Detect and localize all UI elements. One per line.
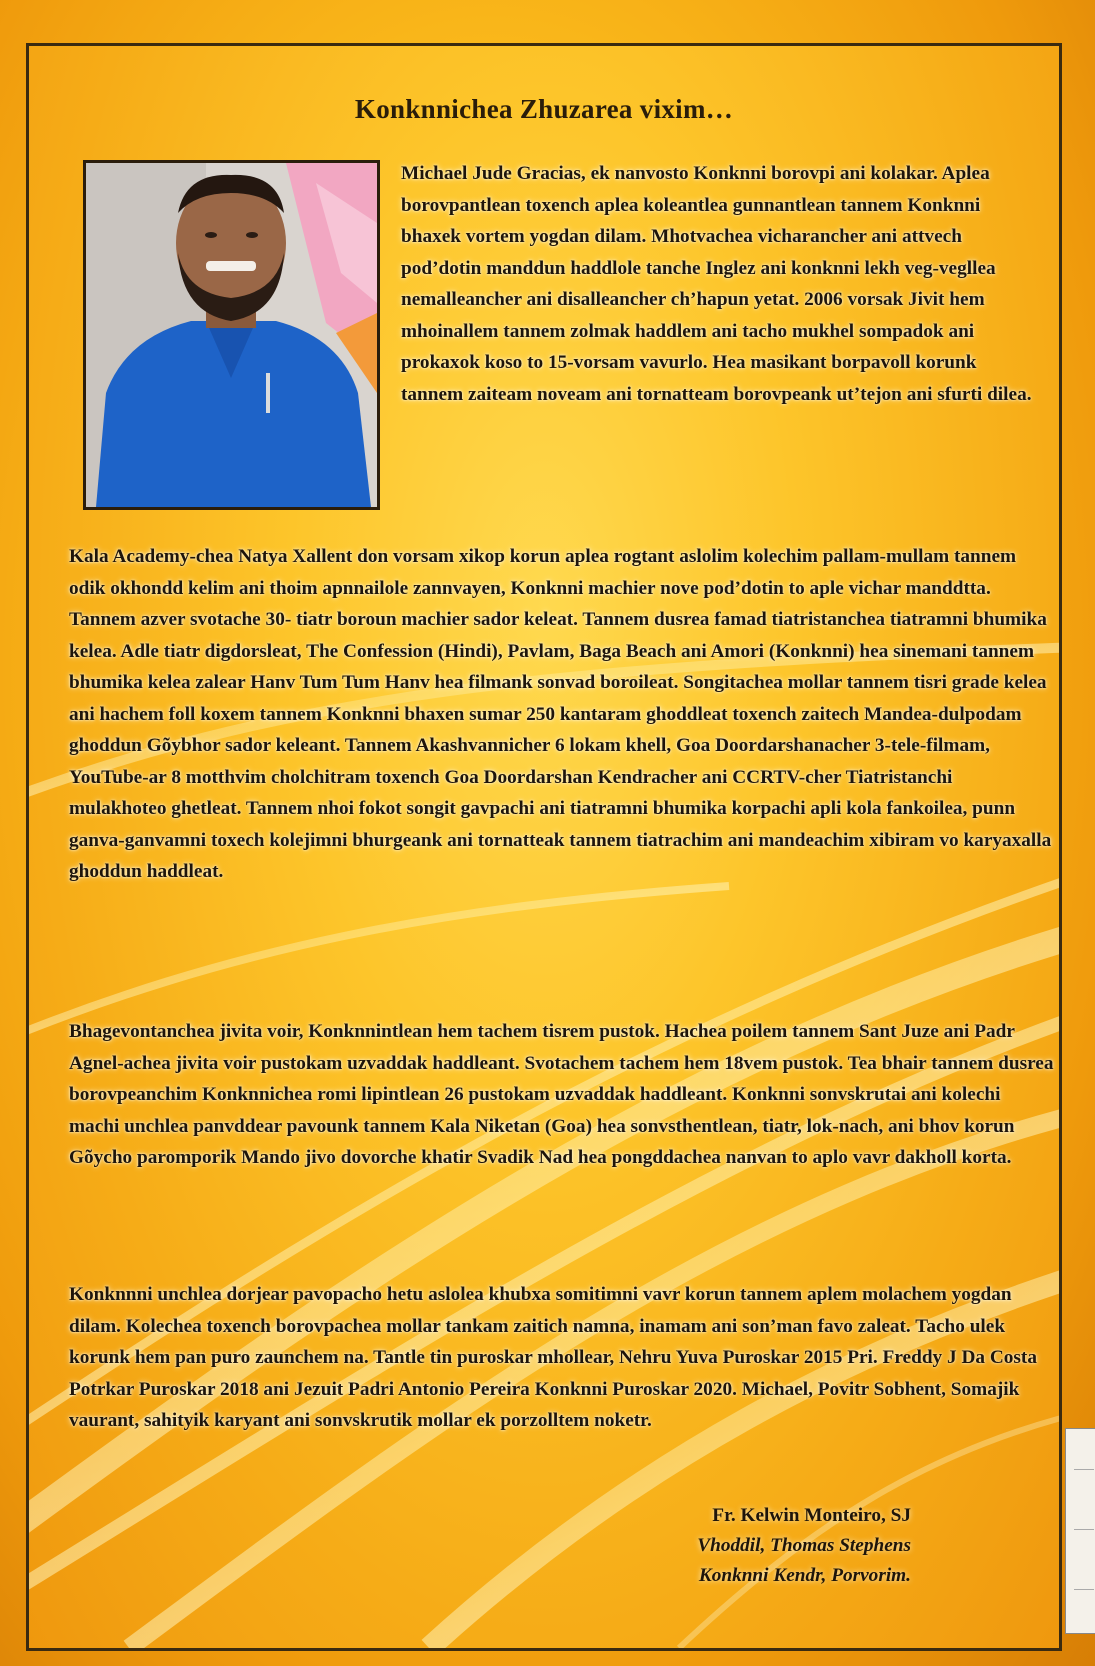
signature-role-line2: Konknni Kendr, Porvorim. xyxy=(698,1565,911,1586)
author-photo xyxy=(83,160,380,510)
signature-name: Fr. Kelwin Monteiro, SJ xyxy=(712,1505,911,1526)
page-heading: Konknnichea Zhuzarea vixim… xyxy=(354,94,734,124)
library-label-tab xyxy=(1065,1428,1095,1634)
body-paragraph-3: Konknnni unchlea dorjear pavopacho hetu aslolea khubxa somitimni vavr korun tannem aplem molachem yogdan dilam. Kolechea toxench borovpachea mollar tankam zaitich namna, inamam ani son’man favo zaleat. Tacho ulek korunk hem pan puro zaunchem na. Tantle tin puroskar mhollear, Nehru Yuva Puroskar 2015 Pri. Freddy J Da Costa Potrkar Puroskar 2018 ani Jezuit Padri Antonio Pereira Konknni Puroskar 2020. Michael, Povitr Sobhent, Somajik vaurant, sahityik karyant ani sonvskrutik mollar ek porzolltem noketr. xyxy=(69,1284,1037,1431)
label-line xyxy=(1074,1589,1094,1590)
body-paragraph-2: Bhagevontanchea jivita voir, Konknnintlean hem tachem tisrem pustok. Hachea poilem tannem Sant Juze ani Padr Agnel-achea jivita voir pustokam uzvaddak haddleant. Svotachem tachem hem 18vem pustok. Tea bhair tannem dusrea borovpeanchim Konknnichea romi lipintlean 26 pustokam uzvaddak haddleant. Konknni sonvskrutai ani kolechi machi unchlea panvddear pavounk tannem Kala Niketan (Goa) hea sonvsthentlean, tiatr, lok-nach, ani bhov korun Gõycho paromporik Mando jivo dovorche khatir Svadik Nad hea pongddachea nanvan to aplo vavr dakholl korta. xyxy=(69,1021,1054,1168)
label-line xyxy=(1074,1469,1094,1470)
intro-paragraph: Michael Jude Gracias, ek nanvosto Konknni borovpi ani kolakar. Aplea borovpantlean toxench aplea koleantlea gunnantlean tannem Konknni bhaxek vortem yogdan dilam. Mhotvachea vicharancher ani attvech pod’dotin manddun haddlole tanche Inglez ani konknni lekh veg-vegllea nemalleancher ani disalleancher ch’hapun yetat. 2006 vorsak Jivit hem mhoinallem tannem zolmak haddlem ani tacho mukhel sompadok ani prokaxok koso to 15-vorsam vavurlo. Hea masikant borpavoll korunk tannem zaiteam noveam ani tornatteam borovpeank ut’tejon ani sfurti dilea. xyxy=(401,163,1032,405)
label-line xyxy=(1074,1529,1094,1530)
body-paragraph-1: Kala Academy-chea Natya Xallent don vorsam xikop korun aplea rogtant aslolim kolechim pallam-mullam tannem odik okhondd kelim ani thoim apnnailole zannvayen, Konknni machier nove pod’dotin to aple vichar manddtta. Tannem azver svotache 30- tiatr boroun machier sador keleat. Tannem dusrea famad tiatristanchea tiatramni bhumika kelea. Adle tiatr digdorsleat, The Confession (Hindi), Pavlam, Baga Beach ani Amori (Konknni) hea sinemani tannem bhumika kelea zalear Hanv Tum Tum Hanv hea filmank sonvad boroileat. Songitachea mollar tannem tisri grade kelea ani hachem foll koxem tannem Konknni bhaxen sumar 250 kantaram ghoddleat toxench zaitech Mandea-dulpodam ghoddun Gõybhor sador keleant. Tannem Akashvannicher 6 lokam khell, Goa Doordarshanacher 3-tele-filmam, YouTube-ar 8 motthvim cholchitram toxench Goa Doordarshan Kendracher ani CCRTV-cher Tiatristanchi mulakhoteo ghetleat. Tannem nhoi fokot songit gavpachi ani tiatramni bhumika korpachi apli kola fankoilea, punn ganva-ganvamni toxech kolejimni bhurgeank ani tornatteak tannem tiatrachim ani mandeachim xibiram vo karyaxalla ghoddun haddleat. xyxy=(69,546,1052,882)
portrait-illustration xyxy=(86,163,377,507)
text-panel xyxy=(26,43,1062,1651)
signature-block xyxy=(697,1501,911,1591)
signature-role-line1: Vhoddil, Thomas Stephens xyxy=(697,1535,911,1556)
